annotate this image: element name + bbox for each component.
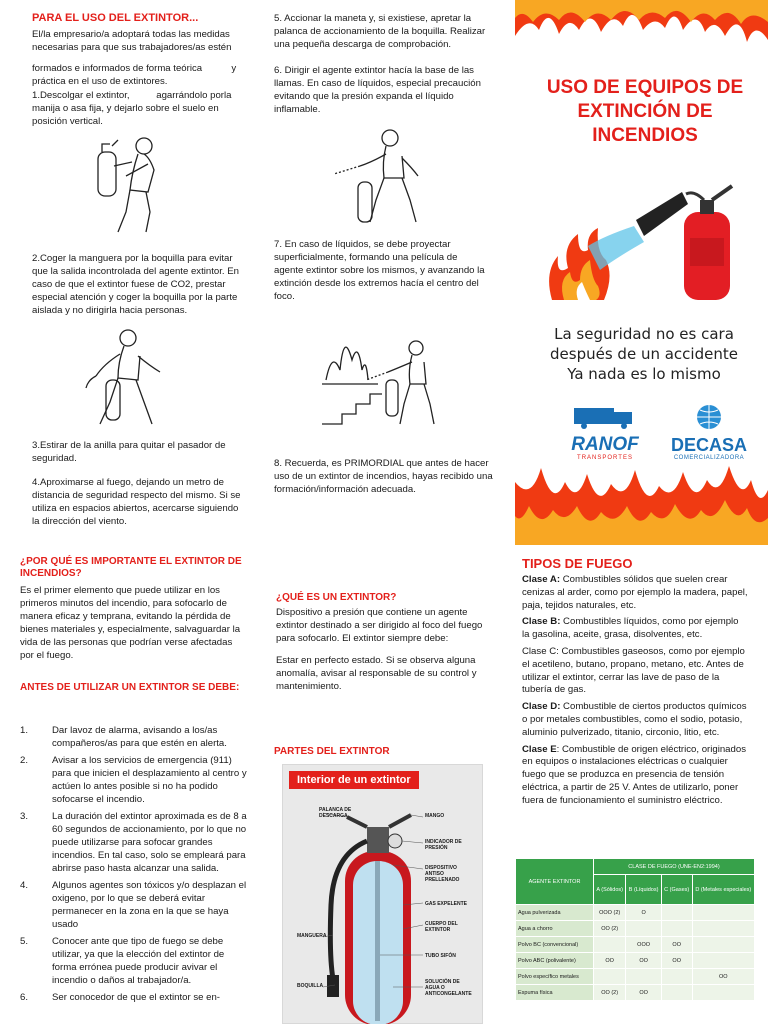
- label-dispositivo: DISPOSITIVO ANTISO PRELLENADO: [425, 865, 460, 883]
- table-cell: OO (2): [594, 985, 626, 1001]
- parts-heading: PARTES DEL EXTINTOR: [274, 746, 390, 757]
- extinguisher-parts-diagram: [282, 764, 483, 1024]
- parts-diagram-title: Interior de un extintor: [289, 771, 419, 789]
- decasa-logo-text: DECASA: [670, 435, 747, 455]
- intro-text-2: formados e informados de forma teórica y práctica en el uso de extintores.: [32, 63, 239, 87]
- table-row: [516, 937, 755, 953]
- table-cell: [692, 937, 754, 953]
- table-cell: Polvo específico metales: [516, 969, 594, 985]
- table-cell: [692, 953, 754, 969]
- intro-text-1: El/la empresario/a adoptará todas las medidas necesarias para que sus trabajadores/as estén: [32, 29, 232, 53]
- table-cell: [661, 969, 692, 985]
- step-3-text: 3.Estirar de la anilla para quitar el pasador de seguridad.: [32, 440, 226, 464]
- before-item-text: Conocer ante que tipo de fuego se debe utilizar, ya que la elección del extintor de forma errónea puede producir avivar el incendio o daños al trabajador/a.: [52, 936, 225, 986]
- table-head-agent: AGENTE EXTINTOR: [516, 859, 594, 905]
- before-item: [20, 935, 248, 987]
- table-cell: Polvo ABC (polivalente): [516, 953, 594, 969]
- table-col-b: B (Líquidos): [626, 875, 661, 905]
- table-cell: [661, 905, 692, 921]
- table-cell: OO: [626, 985, 661, 1001]
- decasa-logo: [664, 404, 754, 461]
- label-palanca: PALANCA DE DESCARGA: [319, 807, 352, 819]
- person-lifting-extinguisher-illustration: [88, 132, 184, 240]
- before-item: [20, 810, 248, 875]
- table-row: [516, 985, 755, 1001]
- bottom-flames-decoration: [515, 460, 768, 545]
- table-cell: [692, 905, 754, 921]
- label-manguera: MANGUERA: [297, 933, 327, 939]
- before-heading: ANTES DE UTILIZAR UN EXTINTOR SE DEBE:: [20, 682, 240, 693]
- before-item: [20, 879, 248, 931]
- person-holding-hose-illustration: [78, 326, 178, 430]
- table-row: [516, 905, 755, 921]
- step-8-text: 8. Recuerda, es PRIMORDIAL que antes de hacer uso de un extintor de incendios, hayas recibido una formación/información adecuada.: [274, 458, 493, 495]
- table-cell: OO: [692, 969, 754, 985]
- table-cell: OOO (2): [594, 905, 626, 921]
- table-cell: [626, 921, 661, 937]
- step-1-text: 1.Descolgar el extintor, agarrándolo porla manija o asa fija, y dejarlo sobre el suelo en posición vertical.: [32, 90, 235, 127]
- class-b-text: Combustibles líquidos, como por ejemplo la gasolina, aceite, grasa, disolventes, etc.: [522, 616, 739, 641]
- table-row: [516, 953, 755, 969]
- table-col-c: C (Gases): [661, 875, 692, 905]
- ranof-logo-text: RANOF: [571, 434, 639, 455]
- before-item-num: 6.: [20, 992, 29, 1003]
- table-cell: [661, 985, 692, 1001]
- class-b-label: Clase B:: [522, 616, 561, 628]
- class-d-text: Combustible de ciertos productos químicos o por metales combustibles, como el sodio, potasio, aluminio pulverizado, titanio, circonio, litio, etc.: [522, 701, 747, 738]
- class-c: Clase C: Combustibles gaseosos, como por ejemplo el acetileno, butano, propano, metano, etc. Antes de utilizar el extintor, cerrar las lave de paso de la tubería de gas.: [522, 645, 745, 696]
- before-item-num: 2.: [20, 755, 29, 766]
- step-5-text: 5. Accionar la maneta y, si existiese, apretar la palanca de accionamiento de la boquilla. Realizar una pequeña descarga de comprobación.: [274, 13, 486, 50]
- label-boquilla: BOQUILLA: [297, 983, 324, 989]
- before-item: [20, 991, 248, 1004]
- why-body: Es el primer elemento que puede utilizar en los primeros minutos del incendio, para sofocarlo de manera eficaz y temprana, evitando la pérdida de bienes materiales y, especialmente, salvaguardar la vida de las personas que podrían verse afectadas por el fuego.: [20, 585, 241, 661]
- before-item-text: Ser conocedor de que el extintor se en-: [52, 992, 220, 1003]
- table-cell: [594, 937, 626, 953]
- label-cuerpo: CUERPO DEL EXTINTOR: [425, 921, 458, 933]
- class-a-label: Clase A:: [522, 574, 561, 585]
- table-cell: OO: [661, 953, 692, 969]
- step-4-text: 4.Aproximarse al fuego, dejando un metro de distancia de seguridad respecto del mismo. Si se utiliza en espacios abiertos, acercarse siguiendo la dirección del viento.: [32, 477, 241, 527]
- slogan-line-2: después de un accidente: [550, 345, 738, 363]
- before-item-text: La duración del extintor aproximada es de 8 a 60 segundos de accionamiento, por lo que no puede utilizarse para sofocar grandes incendios. En tal caso, solo se empleará para abrirse paso hasta alcanzar una salida.: [52, 811, 247, 874]
- tipos-heading: TIPOS DE FUEGO: [522, 556, 633, 571]
- tipos-body: [522, 574, 748, 812]
- what-body-1: Dispositivo a presión que contiene un agente extintor destinado a ser dirigido al foco del fuego para sofocarlo. El extintor siempre debe:: [276, 607, 483, 644]
- what-body-2: Estar en perfecto estado. Si se observa alguna anomalía, avisar al responsable de su control y mantenimiento.: [276, 655, 477, 692]
- table-cell: O: [626, 905, 661, 921]
- before-item: [20, 754, 248, 806]
- slogan-line-1: La seguridad no es cara: [554, 325, 734, 343]
- class-e-label: Clase E: [522, 743, 557, 755]
- class-e-text: : Combustible de origen eléctrico, originados en equipos o instalaciones eléctricas o cualquier fuego que se produzca en presencia de tensión eléctrica, a partir de 25 V. Antes de utilizarlo, poner fuera de funcionamiento el suministro eléctrico.: [522, 743, 746, 806]
- table-head-class: CLASE DE FUEGO (UNE-EN2:1994): [594, 859, 755, 875]
- person-spraying-extinguisher-illustration: [330, 128, 442, 228]
- table-cell: Agua pulverizada: [516, 905, 594, 921]
- table-col-a: A (Sólidos): [594, 875, 626, 905]
- table-cell: OO: [594, 953, 626, 969]
- uso-heading: PARA EL USO DEL EXTINTOR...: [32, 12, 199, 24]
- table-cell: OO: [661, 937, 692, 953]
- fire-class-table: [515, 858, 755, 1001]
- table-cell: [661, 921, 692, 937]
- before-item: [20, 724, 248, 750]
- what-heading: ¿QUÉ ES UN EXTINTOR?: [276, 592, 397, 603]
- class-d: [522, 701, 748, 739]
- class-d-label: Clase D:: [522, 701, 561, 713]
- table-cell: Polvo BC (convencional): [516, 937, 594, 953]
- top-flames-decoration: [515, 0, 768, 60]
- before-item-num: 3.: [20, 811, 29, 822]
- class-a-text: Combustibles sólidos que suelen crear cenizas al arder, como por ejemplo la madera, papel, paja, tejidos naturales, etc.: [522, 574, 748, 611]
- table-cell: [692, 985, 754, 1001]
- ranof-logo-sub: TRANSPORTES: [577, 455, 633, 461]
- decasa-logo-sub: COMERCIALIZADORA: [673, 455, 745, 461]
- label-mango: MANGO: [425, 813, 445, 819]
- extinguisher-fire-illustration: [544, 176, 744, 306]
- truck-icon: [570, 404, 640, 430]
- why-heading: ¿POR QUÉ ES IMPORTANTE EL EXTINTOR DE INCENDIOS?: [20, 556, 242, 579]
- table-row: [516, 921, 755, 937]
- step-6-text: 6. Dirigir el agente extintor hacía la base de las llamas. En caso de líquidos, especial precaución evitando que la presión expanda el líquido inflamable.: [274, 65, 481, 115]
- slogan-line-3: Ya nada es lo mismo: [567, 365, 721, 383]
- table-cell: [594, 969, 626, 985]
- table-cell: OO: [626, 953, 661, 969]
- class-b: [522, 616, 748, 642]
- person-extinguishing-fire-stairs-illustration: [322, 320, 440, 432]
- label-tubo: TUBO SIFÓN: [425, 953, 456, 959]
- class-e: [522, 744, 748, 808]
- step-7-text: 7. En caso de líquidos, se debe proyectar superficialmente, formando una película de agente extintor sobre los mismos, y avanzando la extinción desde los extremos hacía el centro del foco.: [274, 239, 485, 302]
- before-item-num: 1.: [20, 725, 29, 736]
- ranof-logo: [560, 404, 650, 461]
- globe-icon: [692, 404, 726, 430]
- table-row: [516, 969, 755, 985]
- before-item-num: 5.: [20, 936, 29, 947]
- before-item-text: Dar lavoz de alarma, avisando a los/as compañeros/as para que estén en alerta.: [52, 725, 227, 749]
- label-indicador: INDICADOR DE PRESIÓN: [425, 839, 462, 851]
- table-cell: [626, 969, 661, 985]
- table-cell: Espuma física: [516, 985, 594, 1001]
- slogan: [528, 324, 760, 384]
- before-item-num: 4.: [20, 880, 29, 891]
- label-gas: GAS EXPELENTE: [425, 901, 467, 907]
- class-a: [522, 574, 748, 612]
- cover-title: USO DE EQUIPOS DE EXTINCIÓN DE INCENDIOS: [546, 77, 744, 146]
- table-cell: OOO: [626, 937, 661, 953]
- before-item-text: Algunos agentes son tóxicos y/o desplazan el oxigeno, por lo que se deberá evitar permanecer en la zona en la que se haya usado: [52, 880, 247, 930]
- table-cell: [692, 921, 754, 937]
- label-solucion: SOLUCIÓN DE AGUA O ANTICONGELANTE: [425, 979, 472, 997]
- before-item-text: Avisar a los servicios de emergencia (911) para que inicien el desplazamiento al centro y actúen lo antes posible si no ha podido sofocarse el incendio.: [52, 755, 247, 805]
- table-cell: Agua a chorro: [516, 921, 594, 937]
- table-col-d: D (Metales especiales): [692, 875, 754, 905]
- table-cell: OO (2): [594, 921, 626, 937]
- before-list: [20, 724, 248, 1008]
- step-2-text: 2.Coger la manguera por la boquilla para evitar que la salida incontrolada del agente extintor. En caso de que el extintor fuese de CO2, prestar especial atención y coger la boquilla por la parte aislada y no dirigirla hacia personas.: [32, 253, 239, 316]
